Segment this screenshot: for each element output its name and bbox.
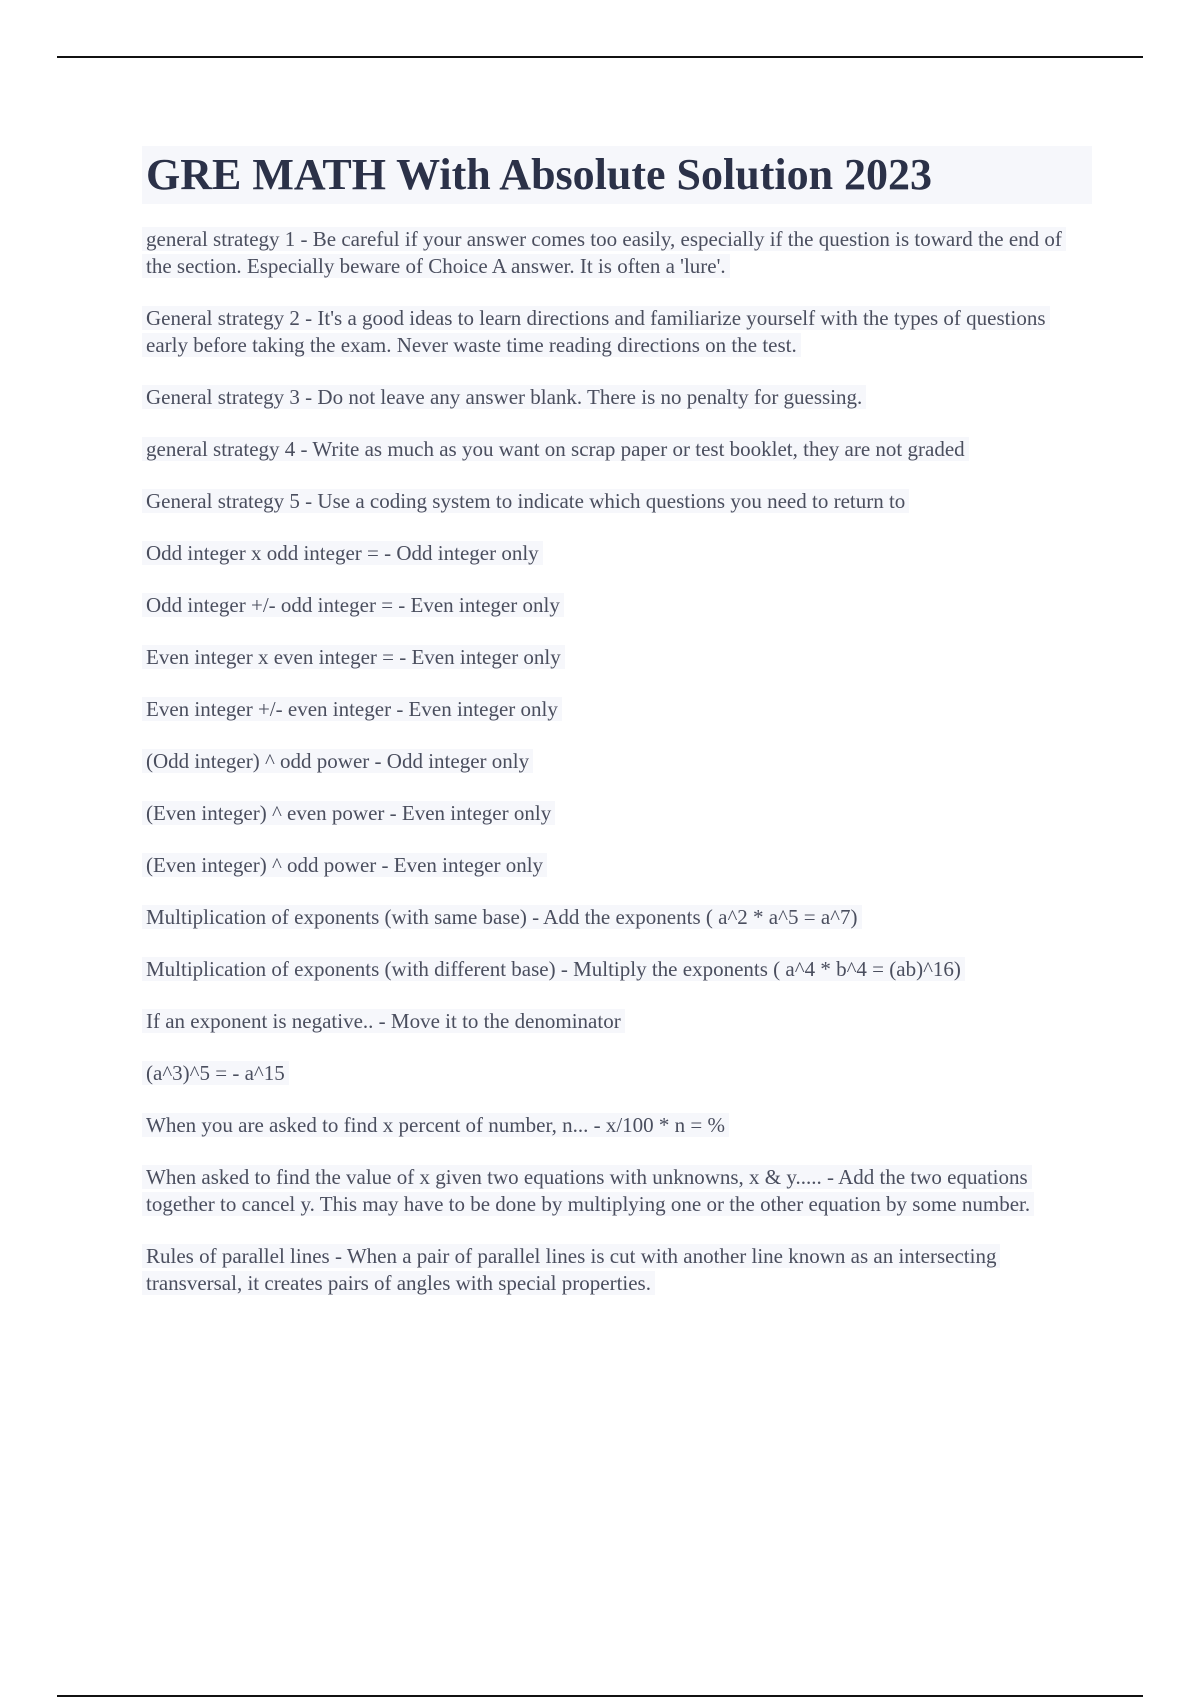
- entry-text: General strategy 2 - It's a good ideas to learn directions and familiarize yourself with the types of questions early before taking the exam. Never waste time reading directions on the test.: [142, 306, 1050, 357]
- entry-exponents-same-base: [142, 904, 1092, 931]
- entry-text: General strategy 3 - Do not leave any answer blank. There is no penalty for guessing.: [142, 385, 866, 409]
- entry-text: (Odd integer) ^ odd power - Odd integer only: [142, 749, 533, 773]
- entry-text: general strategy 1 - Be careful if your answer comes too easily, especially if the question is toward the end of the section. Especially beware of Choice A answer. It is often a 'lure'.: [142, 227, 1066, 278]
- entry-text: If an exponent is negative.. - Move it to the denominator: [142, 1009, 625, 1033]
- entry-text: Multiplication of exponents (with different base) - Multiply the exponents ( a^4 * b^4 = (ab)^16): [142, 957, 965, 981]
- entry-text: (Even integer) ^ odd power - Even integer only: [142, 853, 547, 877]
- entry-odd-odd-power: [142, 748, 1092, 775]
- entry-odd-plus-minus-odd: [142, 592, 1092, 619]
- entry-even-even-power: [142, 800, 1092, 827]
- entry-text: Even integer +/- even integer - Even integer only: [142, 697, 562, 721]
- entry-text: Multiplication of exponents (with same base) - Add the exponents ( a^2 * a^5 = a^7): [142, 905, 862, 929]
- entry-power-of-power: [142, 1060, 1092, 1087]
- entry-general-strategy-5: [142, 488, 1092, 515]
- title-band: [142, 146, 1092, 204]
- entry-even-odd-power: [142, 852, 1092, 879]
- entry-text: General strategy 5 - Use a coding system to indicate which questions you need to return to: [142, 489, 909, 513]
- document-title: GRE MATH With Absolute Solution 2023: [146, 150, 933, 199]
- bottom-rule: [57, 1695, 1143, 1697]
- entry-general-strategy-1: [142, 226, 1092, 280]
- entry-general-strategy-2: [142, 305, 1092, 359]
- entry-exponents-different-base: [142, 956, 1092, 983]
- entry-negative-exponent: [142, 1008, 1092, 1035]
- entry-general-strategy-4: [142, 436, 1092, 463]
- top-rule: [57, 56, 1143, 58]
- document-body: [142, 146, 1092, 1322]
- entry-odd-times-odd: [142, 540, 1092, 567]
- entry-text: Odd integer x odd integer = - Odd integer only: [142, 541, 543, 565]
- entry-text: When you are asked to find x percent of number, n... - x/100 * n = %: [142, 1113, 729, 1137]
- entry-text: Rules of parallel lines - When a pair of parallel lines is cut with another line known as an intersecting transversal, it creates pairs of angles with special properties.: [142, 1244, 1000, 1295]
- entry-even-times-even: [142, 644, 1092, 671]
- entry-two-equations: [142, 1164, 1092, 1218]
- entry-general-strategy-3: [142, 384, 1092, 411]
- entry-text: Even integer x even integer = - Even integer only: [142, 645, 565, 669]
- entry-text: (Even integer) ^ even power - Even integer only: [142, 801, 555, 825]
- entry-text: When asked to find the value of x given two equations with unknowns, x & y..... - Add the two equations together to cancel y. This may have to be done by multiplying one or the other equation by some number.: [142, 1165, 1034, 1216]
- entry-percent-of-number: [142, 1112, 1092, 1139]
- entry-text: Odd integer +/- odd integer = - Even integer only: [142, 593, 564, 617]
- entry-text: general strategy 4 - Write as much as you want on scrap paper or test booklet, they are not graded: [142, 437, 969, 461]
- entry-even-plus-minus-even: [142, 696, 1092, 723]
- entry-text: (a^3)^5 = - a^15: [142, 1061, 289, 1085]
- entry-parallel-lines: [142, 1243, 1092, 1297]
